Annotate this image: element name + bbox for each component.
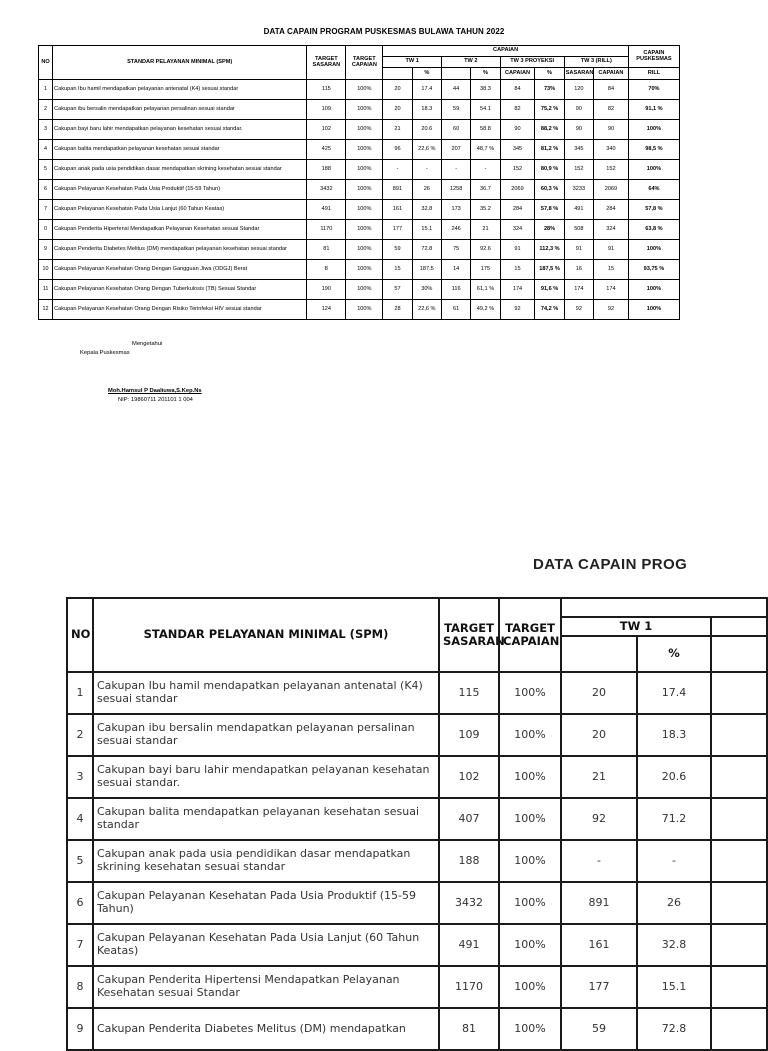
cell-tw3rs: 3233	[564, 180, 593, 200]
zoom-cell-tw1: 21	[561, 756, 637, 798]
cell-tc: 100%	[346, 260, 383, 280]
cell-tw2p: 54.1	[471, 100, 500, 120]
header-tw3p-pct: %	[535, 68, 564, 80]
cell-tw2p: 92.6	[471, 240, 500, 260]
cell-tw3pc: 92	[500, 300, 535, 320]
zoom-cell-no: 8	[67, 966, 93, 1008]
table-row	[39, 200, 680, 220]
cell-spm: Cakupan bayi baru lahir mendapatkan pelayanan kesehatan sesuai standar.	[53, 120, 307, 140]
cell-no: 6	[39, 180, 53, 200]
cell-tw2: 207	[441, 140, 470, 160]
zoom-header-tw2-cut	[711, 617, 767, 636]
cell-tw3pp: 112,3 %	[535, 240, 564, 260]
cell-tw1p: 187.5	[412, 260, 441, 280]
cell-spm: Cakupan Pelayanan Kesehatan Pada Usia Lanjut (60 Tahun Keatas)	[53, 200, 307, 220]
zoom-cell-tc: 100%	[499, 714, 561, 756]
cell-tw3rs: 91	[564, 240, 593, 260]
zoom-cell-tc: 100%	[499, 798, 561, 840]
zoom-cell-ts: 1170	[439, 966, 499, 1008]
zoom-cell-tc: 100%	[499, 756, 561, 798]
table-row	[39, 220, 680, 240]
cell-ts: 8	[307, 260, 346, 280]
cell-rill: 98,5 %	[628, 140, 679, 160]
zoom-cell-tw1p: 26	[637, 882, 711, 924]
cell-tw1: -	[383, 160, 412, 180]
zoom-cell-spm: Cakupan bayi baru lahir mendapatkan pelayanan kesehatan sesuai standar.	[93, 756, 439, 798]
cell-rill: 63,8 %	[628, 220, 679, 240]
zoom-cell-cut	[711, 840, 767, 882]
cell-tw3rc: 284	[594, 200, 629, 220]
cell-tw1: 891	[383, 180, 412, 200]
cell-tw1: 20	[383, 100, 412, 120]
header-tw3-rill: TW 3 (RILL)	[564, 57, 628, 68]
cell-rill: 100%	[628, 300, 679, 320]
cell-no: 2	[39, 100, 53, 120]
cell-tw3rs: 120	[564, 80, 593, 100]
header-capain-puskesmas: CAPAIN PUSKESMAS	[628, 46, 679, 68]
header-no: NO	[39, 46, 53, 80]
zoom-cell-tw1: 177	[561, 966, 637, 1008]
cell-tw3rs: 345	[564, 140, 593, 160]
header-target-capaian: TARGET CAPAIAN	[346, 46, 383, 80]
zoom-cell-tw1p: 72.8	[637, 1008, 711, 1050]
cell-tw3pc: 345	[500, 140, 535, 160]
zoom-cell-no: 2	[67, 714, 93, 756]
zoom-cell-ts: 115	[439, 672, 499, 714]
zoom-cell-ts: 407	[439, 798, 499, 840]
table-row	[39, 260, 680, 280]
cell-ts: 109	[307, 100, 346, 120]
cell-tw2p: 38.3	[471, 80, 500, 100]
cell-tw1: 96	[383, 140, 412, 160]
zoom-cell-spm: Cakupan Ibu hamil mendapatkan pelayanan antenatal (K4) sesuai standar	[93, 672, 439, 714]
zoom-cell-spm: Cakupan Pelayanan Kesehatan Pada Usia Produktif (15-59 Tahun)	[93, 882, 439, 924]
cell-tw3pp: 60,3 %	[535, 180, 564, 200]
cell-tw3rs: 508	[564, 220, 593, 240]
cell-tw3rc: 15	[594, 260, 629, 280]
cell-spm: Cakupan Penderita Hipertensi Mendapatkan Pelayanan Kesehatan sesuai Standar	[53, 220, 307, 240]
cell-tw2: 60	[441, 120, 470, 140]
table-row	[39, 140, 680, 160]
cell-tw2: 1258	[441, 180, 470, 200]
cell-no: 1	[39, 80, 53, 100]
header-tw1: TW 1	[383, 57, 442, 68]
cell-tw3pc: 324	[500, 220, 535, 240]
cell-tw2: 75	[441, 240, 470, 260]
zoom-cell-tw1: -	[561, 840, 637, 882]
header-tw2: TW 2	[441, 57, 500, 68]
cell-tw3rs: 16	[564, 260, 593, 280]
cell-tw3rs: 90	[564, 120, 593, 140]
cell-rill: 57,8 %	[628, 200, 679, 220]
zoom-header-tw1-blank	[561, 636, 637, 672]
signature-block	[80, 340, 250, 405]
cell-spm: Cakupan Pelayanan Kesehatan Orang Dengan Tuberkulosis (TB) Sesuai Standar	[53, 280, 307, 300]
zoomed-table-view	[66, 597, 687, 1035]
zoom-cell-tw1: 20	[561, 714, 637, 756]
header-tw2-blank	[441, 68, 470, 80]
table-row	[39, 120, 680, 140]
cell-tc: 100%	[346, 220, 383, 240]
cell-spm: Cakupan Ibu hamil mendapatkan pelayanan antenatal (K4) sesuai standar	[53, 80, 307, 100]
cell-tw2p: 48,7 %	[471, 140, 500, 160]
cell-tw1p: 30%	[412, 280, 441, 300]
cell-ts: 491	[307, 200, 346, 220]
cell-tw2: 59	[441, 100, 470, 120]
cell-tw3rc: 90	[594, 120, 629, 140]
cell-tc: 100%	[346, 160, 383, 180]
zoom-table-row	[67, 672, 767, 714]
cell-spm: Cakupan balita mendapatkan pelayanan kesehatan sesuai standar	[53, 140, 307, 160]
cell-tw1p: 22,6 %	[412, 300, 441, 320]
zoom-header-tw1-pct: %	[637, 636, 711, 672]
cell-tw3pc: 82	[500, 100, 535, 120]
zoom-cell-cut	[711, 672, 767, 714]
zoom-cell-ts: 3432	[439, 882, 499, 924]
cell-spm: Cakupan Pelayanan Kesehatan Orang Dengan Gangguan Jiwa (ODGJ) Berat	[53, 260, 307, 280]
zoom-cell-cut	[711, 882, 767, 924]
zoom-header-target-sasaran: TARGET SASARAN	[439, 598, 499, 672]
cell-tw3rc: 82	[594, 100, 629, 120]
cell-tw3rs: 174	[564, 280, 593, 300]
zoom-cell-tw1: 161	[561, 924, 637, 966]
zoom-cell-no: 3	[67, 756, 93, 798]
cell-tc: 100%	[346, 80, 383, 100]
zoom-table-row	[67, 840, 767, 882]
signature-name: Moh.Hamsul P Daaliuwa,S.Kep.Ns	[108, 388, 202, 395]
zoom-header-tw2-blank	[711, 636, 767, 672]
cell-no: 9	[39, 240, 53, 260]
cell-spm: Cakupan Pelayanan Kesehatan Orang Dengan Risiko Terinfeksi HIV sesuai standar	[53, 300, 307, 320]
cell-tw3pp: 88,2 %	[535, 120, 564, 140]
cell-tw3pc: 2069	[500, 180, 535, 200]
cell-tw1: 59	[383, 240, 412, 260]
zoom-cell-tw1p: 32.8	[637, 924, 711, 966]
cell-tw3pc: 284	[500, 200, 535, 220]
table-row	[39, 160, 680, 180]
cell-tw3rc: 174	[594, 280, 629, 300]
cell-rill: 91,1 %	[628, 100, 679, 120]
cell-rill: 70%	[628, 80, 679, 100]
cell-tw2: -	[441, 160, 470, 180]
cell-ts: 188	[307, 160, 346, 180]
header-rill: RILL	[628, 68, 679, 80]
cell-tw2: 44	[441, 80, 470, 100]
table-row	[39, 300, 680, 320]
cell-tw3rc: 92	[594, 300, 629, 320]
zoom-cell-tw1p: 18.3	[637, 714, 711, 756]
zoom-cell-ts: 81	[439, 1008, 499, 1050]
cell-tw1p: -	[412, 160, 441, 180]
cell-spm: Cakupan anak pada usia pendidikan dasar mendapatkan skrining kesehatan sesuai standar	[53, 160, 307, 180]
header-tw3-proyeksi: TW 3 PROYEKSI	[500, 57, 564, 68]
cell-ts: 115	[307, 80, 346, 100]
zoom-header-tw1: TW 1	[561, 617, 711, 636]
header-tw1-blank	[383, 68, 412, 80]
capaian-table	[38, 45, 680, 320]
zoom-cell-tc: 100%	[499, 1008, 561, 1050]
zoom-title: DATA CAPAIN PROG	[533, 556, 688, 573]
zoom-table-row	[67, 924, 767, 966]
cell-rill: 93,75 %	[628, 260, 679, 280]
cell-no: 7	[39, 200, 53, 220]
zoom-table-row	[67, 798, 767, 840]
header-tw3r-capaian: CAPAIAN	[594, 68, 629, 80]
zoom-cell-tw1: 92	[561, 798, 637, 840]
zoom-cell-tw1p: 71.2	[637, 798, 711, 840]
cell-tw2: 61	[441, 300, 470, 320]
cell-no: 3	[39, 120, 53, 140]
zoom-cell-tc: 100%	[499, 840, 561, 882]
cell-tw1: 20	[383, 80, 412, 100]
cell-rill: 64%	[628, 180, 679, 200]
cell-tw2p: -	[471, 160, 500, 180]
cell-ts: 102	[307, 120, 346, 140]
cell-tc: 100%	[346, 140, 383, 160]
cell-tw3pp: 73%	[535, 80, 564, 100]
zoom-cell-ts: 491	[439, 924, 499, 966]
cell-tw1p: 22,6 %	[412, 140, 441, 160]
cell-no: 10	[39, 260, 53, 280]
zoom-cell-tc: 100%	[499, 882, 561, 924]
cell-tw3rs: 92	[564, 300, 593, 320]
zoom-cell-no: 1	[67, 672, 93, 714]
zoom-table-row	[67, 966, 767, 1008]
zoom-table-row	[67, 756, 767, 798]
cell-tw1p: 72.8	[412, 240, 441, 260]
header-spm: STANDAR PELAYANAN MINIMAL (SPM)	[53, 46, 307, 80]
cell-tw2p: 49,2 %	[471, 300, 500, 320]
table-row	[39, 240, 680, 260]
signature-role: Kepala Puskesmas	[80, 349, 130, 356]
cell-tw3pp: 81,2 %	[535, 140, 564, 160]
cell-no: 5	[39, 160, 53, 180]
cell-tw1p: 20.6	[412, 120, 441, 140]
cell-tw3pc: 152	[500, 160, 535, 180]
cell-tw3rc: 152	[594, 160, 629, 180]
cell-tw2: 116	[441, 280, 470, 300]
signature-ack: Mengetahui	[132, 341, 163, 347]
cell-tw1: 28	[383, 300, 412, 320]
cell-ts: 81	[307, 240, 346, 260]
cell-tw3rc: 2069	[594, 180, 629, 200]
cell-tw1: 15	[383, 260, 412, 280]
cell-tw2p: 35.2	[471, 200, 500, 220]
zoom-cell-no: 6	[67, 882, 93, 924]
cell-tc: 100%	[346, 240, 383, 260]
cell-tw3pc: 90	[500, 120, 535, 140]
cell-tw2p: 21	[471, 220, 500, 240]
zoom-cell-cut	[711, 798, 767, 840]
cell-ts: 3432	[307, 180, 346, 200]
cell-tc: 100%	[346, 200, 383, 220]
cell-tw3rc: 324	[594, 220, 629, 240]
zoom-cell-spm: Cakupan Penderita Hipertensi Mendapatkan Pelayanan Kesehatan sesuai Standar	[93, 966, 439, 1008]
zoom-table-row	[67, 882, 767, 924]
cell-tw2: 14	[441, 260, 470, 280]
cell-no: 11	[39, 280, 53, 300]
cell-tw2p: 36.7	[471, 180, 500, 200]
zoom-cell-spm: Cakupan anak pada usia pendidikan dasar mendapatkan skrining kesehatan sesuai standar	[93, 840, 439, 882]
zoom-cell-ts: 109	[439, 714, 499, 756]
zoom-cell-spm: Cakupan Pelayanan Kesehatan Pada Usia Lanjut (60 Tahun Keatas)	[93, 924, 439, 966]
cell-tw3rc: 91	[594, 240, 629, 260]
header-capaian: CAPAIAN	[383, 46, 629, 57]
zoom-header-capaian	[561, 598, 767, 617]
cell-tw3pp: 57,8 %	[535, 200, 564, 220]
cell-tw3pp: 187,5 %	[535, 260, 564, 280]
zoom-cell-spm: Cakupan ibu bersalin mendapatkan pelayanan persalinan sesuai standar	[93, 714, 439, 756]
cell-tw3pp: 74,2 %	[535, 300, 564, 320]
cell-tw3pp: 91,6 %	[535, 280, 564, 300]
cell-tc: 100%	[346, 180, 383, 200]
cell-ts: 190	[307, 280, 346, 300]
cell-spm: Cakupan ibu bersalin mendapatkan pelayanan persalinan sesuai standar	[53, 100, 307, 120]
cell-no: 0	[39, 220, 53, 240]
header-tw2-pct: %	[471, 68, 500, 80]
zoom-cell-tw1: 59	[561, 1008, 637, 1050]
table-row	[39, 80, 680, 100]
zoom-cell-ts: 102	[439, 756, 499, 798]
cell-tw3rs: 491	[564, 200, 593, 220]
zoom-cell-spm: Cakupan Penderita Diabetes Melitus (DM) mendapatkan	[93, 1008, 439, 1050]
cell-tc: 100%	[346, 300, 383, 320]
cell-tw1p: 26	[412, 180, 441, 200]
cell-tw1: 21	[383, 120, 412, 140]
zoom-cell-tw1: 20	[561, 672, 637, 714]
cell-no: 12	[39, 300, 53, 320]
cell-tw3rc: 340	[594, 140, 629, 160]
cell-tw3pc: 91	[500, 240, 535, 260]
cell-ts: 425	[307, 140, 346, 160]
cell-tw3pp: 80,9 %	[535, 160, 564, 180]
zoom-cell-cut	[711, 714, 767, 756]
zoom-cell-tw1: 891	[561, 882, 637, 924]
zoom-cell-no: 5	[67, 840, 93, 882]
header-tw1-pct: %	[412, 68, 441, 80]
zoom-table-row	[67, 714, 767, 756]
zoomed-capaian-table	[66, 597, 768, 1051]
header-tw3r-sasaran: SASARAN	[564, 68, 593, 80]
zoom-cell-no: 9	[67, 1008, 93, 1050]
zoom-cell-tc: 100%	[499, 966, 561, 1008]
cell-tw2: 173	[441, 200, 470, 220]
zoom-cell-no: 4	[67, 798, 93, 840]
zoom-cell-tw1p: 20.6	[637, 756, 711, 798]
cell-tw1p: 32.8	[412, 200, 441, 220]
zoom-cell-cut	[711, 966, 767, 1008]
table-row	[39, 100, 680, 120]
cell-spm: Cakupan Penderita Diabetes Melitus (DM) mendapatkan pelayanan kesehatan sesuai standar	[53, 240, 307, 260]
zoom-table-row	[67, 1008, 767, 1050]
cell-tw2p: 61,1 %	[471, 280, 500, 300]
cell-tc: 100%	[346, 280, 383, 300]
cell-tw1p: 15.1	[412, 220, 441, 240]
cell-no: 4	[39, 140, 53, 160]
cell-tc: 100%	[346, 120, 383, 140]
zoom-cell-tw1p: 17.4	[637, 672, 711, 714]
cell-rill: 100%	[628, 160, 679, 180]
cell-tw3rs: 90	[564, 100, 593, 120]
cell-tw3pp: 28%	[535, 220, 564, 240]
zoom-cell-tc: 100%	[499, 924, 561, 966]
zoom-cell-cut	[711, 924, 767, 966]
cell-ts: 124	[307, 300, 346, 320]
zoom-header-target-capaian: TARGET CAPAIAN	[499, 598, 561, 672]
zoom-cell-tw1p: 15.1	[637, 966, 711, 1008]
table-row	[39, 280, 680, 300]
cell-rill: 100%	[628, 240, 679, 260]
zoom-header-no: NO	[67, 598, 93, 672]
zoom-cell-cut	[711, 1008, 767, 1050]
table-row	[39, 180, 680, 200]
cell-tw3rc: 84	[594, 80, 629, 100]
zoom-cell-tc: 100%	[499, 672, 561, 714]
zoom-cell-tw1p: -	[637, 840, 711, 882]
cell-tw3pc: 174	[500, 280, 535, 300]
cell-tw1: 177	[383, 220, 412, 240]
zoom-cell-cut	[711, 756, 767, 798]
cell-tw2: 246	[441, 220, 470, 240]
cell-tw1p: 18.3	[412, 100, 441, 120]
zoom-cell-ts: 188	[439, 840, 499, 882]
zoom-cell-spm: Cakupan balita mendapatkan pelayanan kesehatan sesuai standar	[93, 798, 439, 840]
cell-ts: 1170	[307, 220, 346, 240]
cell-tc: 100%	[346, 100, 383, 120]
cell-tw3rs: 152	[564, 160, 593, 180]
cell-tw2p: 58.8	[471, 120, 500, 140]
cell-rill: 100%	[628, 280, 679, 300]
cell-tw3pc: 84	[500, 80, 535, 100]
cell-tw1: 161	[383, 200, 412, 220]
cell-rill: 100%	[628, 120, 679, 140]
cell-spm: Cakupan Pelayanan Kesehatan Pada Usia Produktif (15-59 Tahun)	[53, 180, 307, 200]
cell-tw3pp: 75,2 %	[535, 100, 564, 120]
zoom-header-spm: STANDAR PELAYANAN MINIMAL (SPM)	[93, 598, 439, 672]
signature-nip: NIP: 19860711 201101 1 004	[118, 397, 193, 404]
header-tw3p-capaian: CAPAIAN	[500, 68, 535, 80]
cell-tw3pc: 15	[500, 260, 535, 280]
document-title: DATA CAPAIN PROGRAM PUSKESMAS BULAWA TAHUN 2022	[263, 27, 505, 36]
cell-tw2p: 175	[471, 260, 500, 280]
zoom-cell-no: 7	[67, 924, 93, 966]
header-target-sasaran: TARGET SASARAN	[307, 46, 346, 80]
cell-tw1: 57	[383, 280, 412, 300]
cell-tw1p: 17.4	[412, 80, 441, 100]
